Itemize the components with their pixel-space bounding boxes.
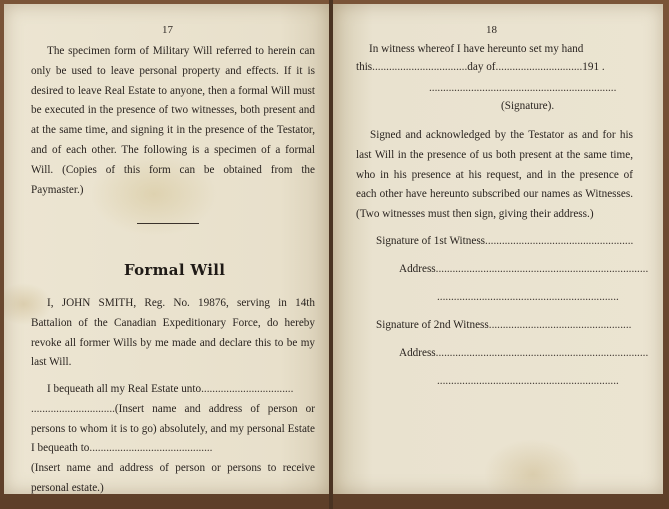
blank-line: .............................. (31, 402, 115, 415)
witness-line-2: this..................................day of...............................191 . (356, 61, 605, 73)
witness2-address-blank: ................................................................. (437, 375, 619, 387)
left-page (4, 4, 329, 494)
blank-line: ............................................................................ (435, 263, 649, 275)
blank-line: ............................... (495, 61, 583, 73)
bequest-mid: (Insert name and address of person or persons to whom it is to go) absolutely, and my personal Estate I bequeath to (31, 402, 315, 455)
blank-line: ................................. (201, 383, 294, 395)
witness1-address-blank: ................................................................. (437, 291, 619, 303)
blank-line: ................................................... (488, 319, 632, 331)
divider (137, 223, 199, 224)
bequest-lead: I bequeath all my Real Estate unto (47, 383, 202, 395)
bequest-end: (Insert name and address of person or persons to receive personal estate.) (31, 462, 315, 494)
page-number: 17 (162, 24, 173, 36)
witness1-address-line: Address............................................................................ (399, 263, 649, 275)
blank-line: ..................................................... (485, 235, 634, 247)
page-number: 18 (486, 24, 497, 36)
witness2-signature-line: Signature of 2nd Witness................................................... (376, 319, 632, 331)
blank-line: .................................. (372, 61, 468, 73)
right-page (333, 4, 663, 494)
blank-line: ............................................ (89, 442, 213, 455)
blank-line: ............................................................................ (435, 347, 649, 359)
attestation-paragraph: Signed and acknowledged by the Testator as and for his last Will in the presence of us both present at the same time, who in his presence at his request, and in the presence of each other have hereunto subscribed our names as Witnesses. (Two witnesses must then sign, giving their address.) (356, 129, 633, 221)
intro-paragraph: The specimen form of Military Will referred to herein can only be used to leave personal property and effects. If it is desired to leave Real Estate to anyone, then a formal Will must be executed in the presence of two witnesses, both present and at the same time, and signing it in the presence of the Testator, and of each other. The following is a specimen of a formal Will. (Copies of this form can be obtained from the Paymaster.) (31, 45, 315, 196)
witness1-signature-line: Signature of 1st Witness..................................................... (376, 235, 634, 247)
witness2-address-line: Address............................................................................ (399, 347, 649, 359)
declaration-paragraph: I, JOHN SMITH, Reg. No. 19876, serving in 14th Battalion of the Canadian Expeditionary Force, do hereby revoke all former Wills by me made and declare this to be my last Will. (31, 297, 315, 369)
witness-line-1: In witness whereof I have hereunto set my hand (369, 43, 584, 55)
bequest-paragraph (31, 380, 315, 494)
page-heading: Formal Will (124, 261, 226, 279)
signature-label: (Signature). (501, 100, 555, 112)
signature-blank-line: ................................................................... (429, 82, 617, 94)
